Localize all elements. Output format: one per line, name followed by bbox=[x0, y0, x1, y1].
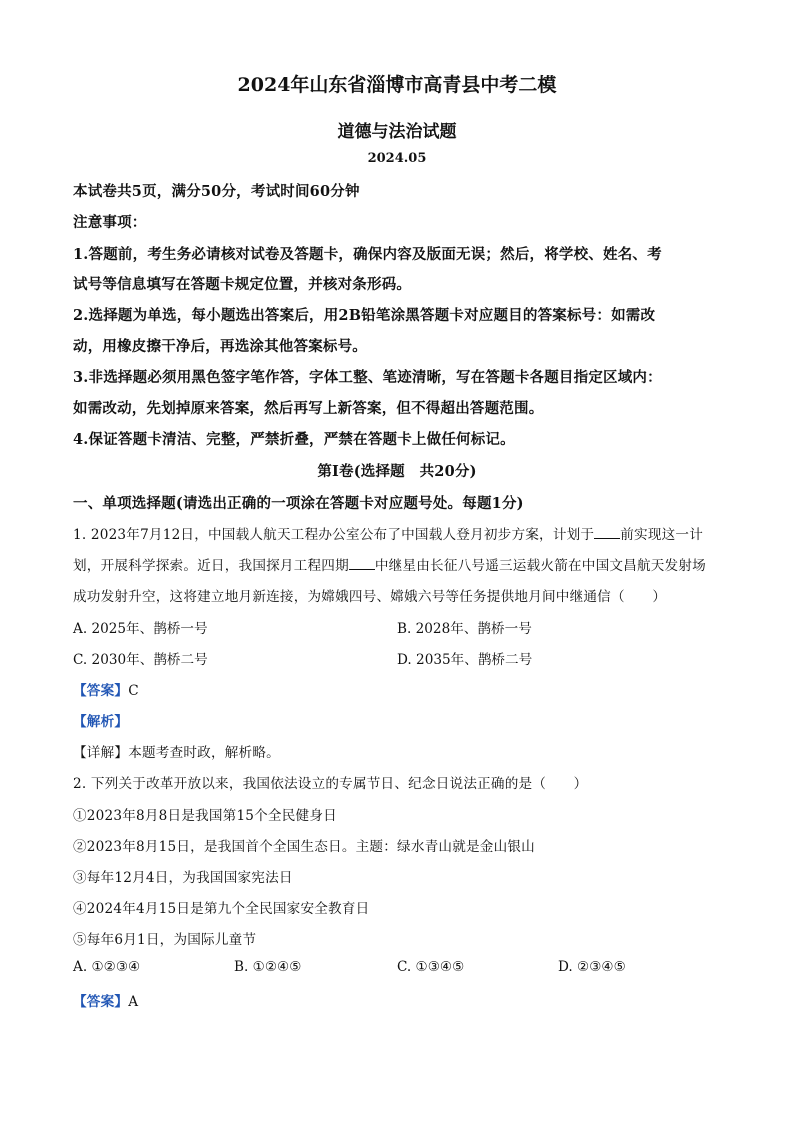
q1-detail bbox=[73, 741, 280, 761]
answer-tag: 【答案】 bbox=[73, 683, 129, 699]
q1-stem-part: 1. 2023年7月12日，中国载人航天工程办公室公布了中国载人登月初步方案，计划于 bbox=[73, 527, 595, 543]
q2-item: ③每年12月4日，为我国国家宪法日 bbox=[73, 870, 293, 886]
notice-line: 如需改动，先划掉原来答案，然后再写上新答案，但不得超出答题范围。 bbox=[73, 400, 544, 417]
q1-stem-line-2 bbox=[73, 554, 706, 574]
answer-blank bbox=[349, 557, 375, 570]
q2-item: ①2023年8月8日是我国第15个全民健身日 bbox=[73, 808, 337, 824]
answer-tag: 【答案】 bbox=[73, 994, 129, 1010]
answer-value: C bbox=[128, 683, 139, 699]
q1-stem-part: 中继星由长征八号遥三运载火箭在中国文昌航天发射场 bbox=[374, 558, 706, 574]
q2-option-b: B. ①②④⑤ bbox=[234, 959, 302, 975]
q2-item: ⑤每年6月1日，为国际儿童节 bbox=[73, 932, 257, 948]
detail-tag: 【详解】 bbox=[73, 745, 129, 761]
notice-line: 试号等信息填写在答题卡规定位置，并核对条形码。 bbox=[73, 276, 412, 293]
exam-title: 2024年山东省淄博市高青县中考二模 bbox=[237, 74, 557, 96]
q2-item: ②2023年8月15日，是我国首个全国生态日。主题：绿水青山就是金山银山 bbox=[73, 839, 535, 855]
notice-line: 1.答题前，考生务必请核对试卷及答题卡，确保内容及版面无误；然后，将学校、姓名、考 bbox=[73, 246, 662, 263]
q2-answer bbox=[73, 990, 138, 1010]
notice-line: 4.保证答题卡清洁、完整，严禁折叠，严禁在答题卡上做任何标记。 bbox=[73, 431, 515, 448]
notice-title: 注意事项： bbox=[73, 214, 147, 231]
q2-stem: 2. 下列关于改革开放以来，我国依法设立的专属节日、纪念日说法正确的是（ ） bbox=[73, 776, 588, 792]
part-heading: 一、单项选择题(请选出正确的一项涂在答题卡对应题号处。每题1分) bbox=[73, 495, 524, 512]
q1-option-a: A. 2025年、鹊桥一号 bbox=[73, 621, 208, 637]
notice-line: 3.非选择题必须用黑色签字笔作答，字体工整、笔迹清晰，写在答题卡各题目指定区域内： bbox=[73, 369, 662, 386]
q1-stem-part: 划，开展科学探索。近日，我国探月工程四期 bbox=[73, 558, 349, 574]
q1-answer bbox=[73, 679, 139, 699]
q2-option-a: A. ①②③④ bbox=[73, 959, 141, 975]
exam-summary: 本试卷共5页，满分50分，考试时间60分钟 bbox=[73, 183, 360, 200]
analysis-tag: 【解析】 bbox=[73, 714, 129, 730]
exam-subject: 道德与法治试题 bbox=[337, 122, 457, 142]
q2-option-c: C. ①③④⑤ bbox=[397, 959, 465, 975]
answer-value: A bbox=[128, 994, 139, 1010]
q2-option-d: D. ②③④⑤ bbox=[558, 959, 626, 975]
q1-option-b: B. 2028年、鹊桥一号 bbox=[397, 621, 532, 637]
q1-stem-line-3: 成功发射升空，这将建立地月新连接，为嫦娥四号、嫦娥六号等任务提供地月间中继通信（ ） bbox=[73, 589, 667, 605]
q1-option-c: C. 2030年、鹊桥二号 bbox=[73, 652, 208, 668]
q1-analysis bbox=[73, 710, 128, 730]
section-title: 第Ⅰ卷(选择题 共20分) bbox=[317, 463, 477, 480]
q2-item: ④2024年4月15日是第九个全民国家安全教育日 bbox=[73, 901, 370, 917]
q1-stem-line-1 bbox=[73, 523, 703, 543]
notice-line: 2.选择题为单选，每小题选出答案后，用2B铅笔涂黑答题卡对应题目的答案标号：如需改 bbox=[73, 307, 656, 324]
detail-text: 本题考查时政，解析略。 bbox=[128, 745, 280, 761]
exam-date: 2024.05 bbox=[367, 151, 427, 166]
answer-blank bbox=[594, 526, 620, 539]
q1-option-d: D. 2035年、鹊桥二号 bbox=[397, 652, 533, 668]
notice-line: 动，用橡皮擦干净后，再选涂其他答案标号。 bbox=[73, 338, 367, 355]
q1-stem-part: 前实现这一计 bbox=[620, 527, 703, 543]
